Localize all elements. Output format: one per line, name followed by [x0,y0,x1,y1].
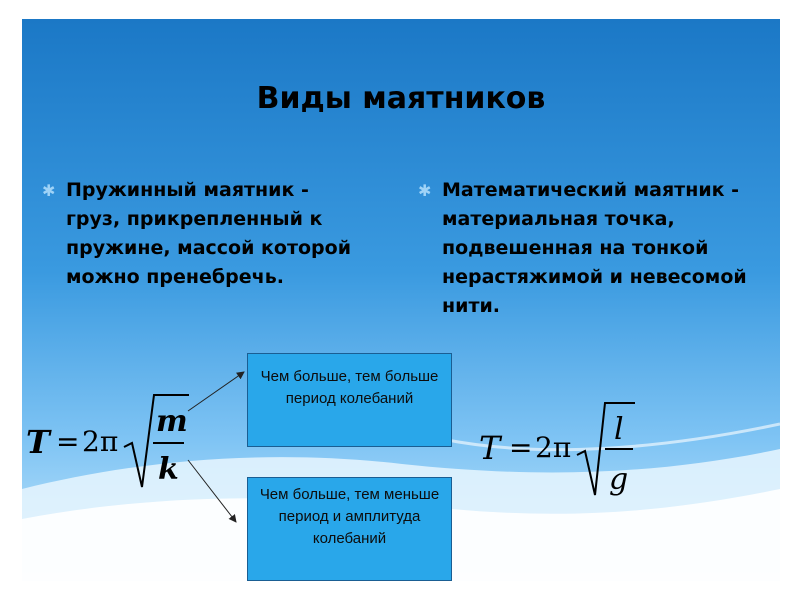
formula-num: m [156,404,188,439]
callout-box-less-period: Чем больше, тем меньше период и амплитуда колебаний [247,477,452,581]
bullet-text: Пружинный маятник - груз, прикрепленный к пружине, массой которой можно пренебречь. [66,179,352,288]
bullet-math-pendulum [418,176,762,321]
formula-math [477,397,647,507]
formula-lhs: T [479,429,501,467]
bullet-text: Математический маятник - материальная точка, подвешенная на тонкой нерастяжимой и невесомой нити. [442,179,747,317]
star-bullet-icon: ✱ [42,181,56,200]
formula-eq: = [56,425,80,458]
formula-spring [24,387,194,497]
star-bullet-icon: ✱ [418,181,432,200]
formula-den: k [158,452,179,487]
formula-num: l [614,412,624,447]
callout-box-more-period: Чем больше, тем больше период колебаний [247,353,452,447]
bullet-spring-pendulum [42,176,366,292]
formula-den: g [609,462,629,497]
formula-eq: = [509,431,533,464]
formula-coef: 2π [82,425,119,458]
formula-lhs: T [26,423,50,461]
slide [22,19,780,581]
slide-title: Виды маятников [256,81,546,116]
formula-coef: 2π [535,431,572,464]
